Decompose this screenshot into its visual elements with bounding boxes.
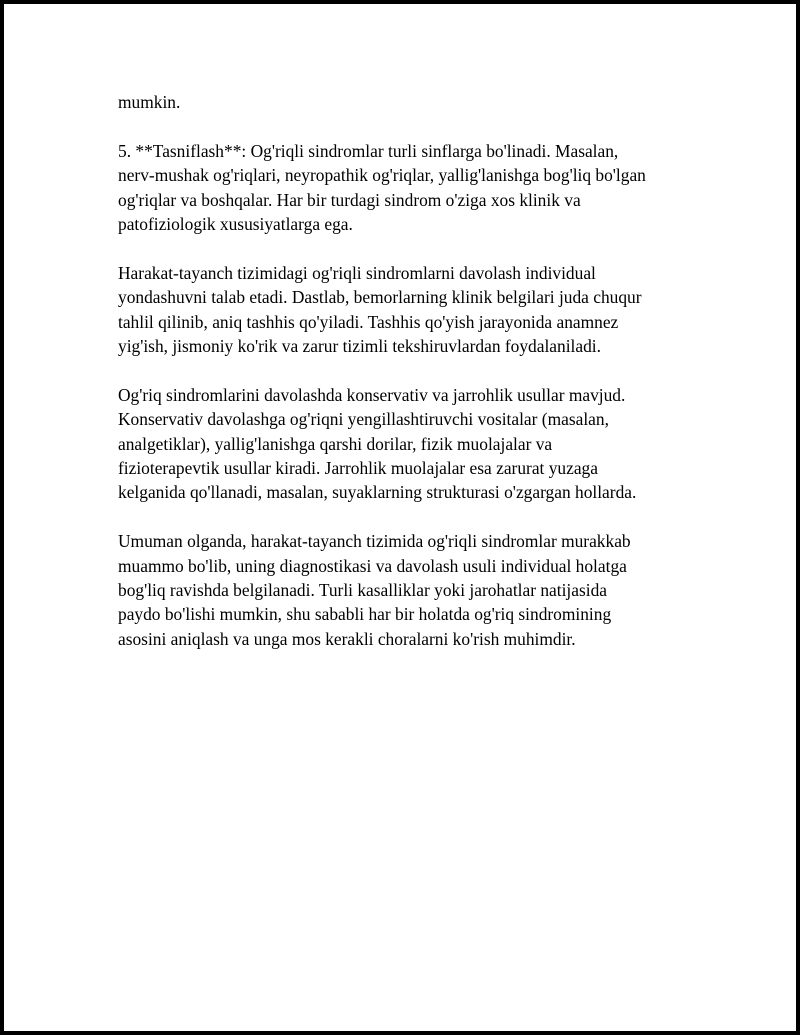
paragraph-conclusion xyxy=(118,529,698,651)
text-line: kelganida qo'llanadi, masalan, suyaklarning strukturasi o'zgargan hollarda. xyxy=(118,482,637,503)
text-line: nerv-mushak og'riqlari, neyropathik og'riqlar, yallig'lanishga bog'liq bo'lgan xyxy=(118,165,646,186)
text-line: og'riqlar va boshqalar. Har bir turdagi sindrom o'ziga xos klinik va xyxy=(118,189,581,210)
text-line: Harakat-tayanch tizimidagi og'riqli sindromlarni davolash individual xyxy=(118,262,596,283)
text-line: fizioterapevtik usullar kiradi. Jarrohlik muolajalar esa zarurat yuzaga xyxy=(118,458,598,479)
text-line: patofiziologik xususiyatlarga ega. xyxy=(118,214,353,235)
text-line: Konservativ davolashga og'riqni yengillashtiruvchi vositalar (masalan, xyxy=(118,409,609,430)
text-line: muammo bo'lib, uning diagnostikasi va davolash usuli individual holatga xyxy=(118,555,627,576)
paragraph-treatment-methods xyxy=(118,383,698,505)
text-line: Og'riq sindromlarini davolashda konservativ va jarrohlik usullar mavjud. xyxy=(118,384,626,405)
text-line: bog'liq ravishda belgilanadi. Turli kasalliklar yoki jarohatlar natijasida xyxy=(118,580,608,601)
document-body xyxy=(118,90,698,651)
text-line: 5. **Tasniflash**: Og'riqli sindromlar turli sinflarga bo'linadi. Masalan, xyxy=(118,140,619,161)
paragraph-treatment-approach xyxy=(118,261,698,359)
text-line: yondashuvni talab etadi. Dastlab, bemorlarning klinik belgilari juda chuqur xyxy=(118,287,642,308)
text-line: yig'ish, jismoniy ko'rik va zarur tizimli tekshiruvlardan foydalaniladi. xyxy=(118,336,601,357)
text-line: paydo bo'lishi mumkin, shu sababli har bir holatda og'riq sindromining xyxy=(118,604,612,625)
text-line: tahlil qilinib, aniq tashhis qo'yiladi. Tashhis qo'yish jarayonida anamnez xyxy=(118,311,619,332)
text-line: asosini aniqlash va unga mos kerakli choralarni ko'rish muhimdir. xyxy=(118,628,576,649)
text-line: Umuman olganda, harakat-tayanch tizimida og'riqli sindromlar murakkab xyxy=(118,531,631,552)
text-line: mumkin. xyxy=(118,92,181,112)
text-line: analgetiklar), yallig'lanishga qarshi dorilar, fizik muolajalar va xyxy=(118,433,553,454)
paragraph-classification xyxy=(118,139,698,237)
paragraph-continuation xyxy=(118,90,698,114)
